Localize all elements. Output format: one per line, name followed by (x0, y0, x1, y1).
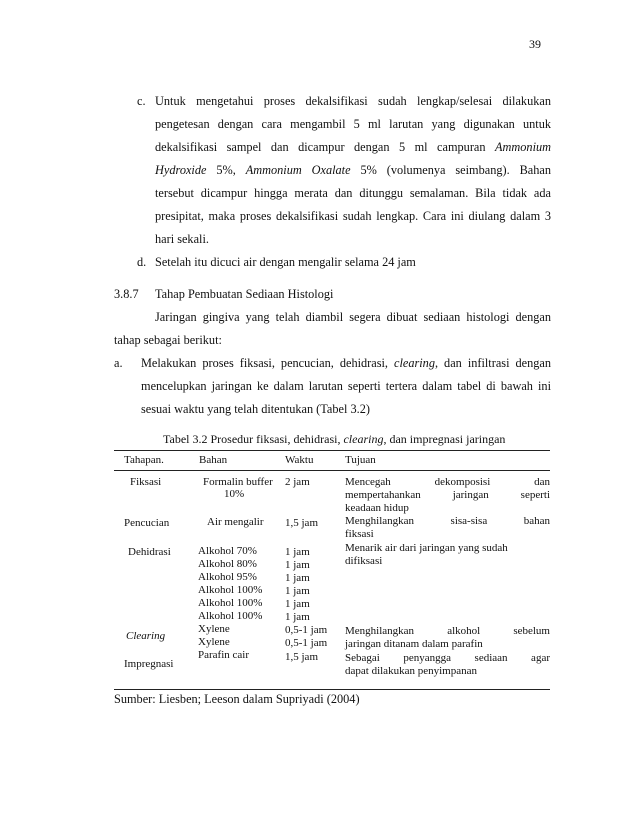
list-c-line-2: pengetesan dengan cara mengambil 5 ml larutan yang digunakan untuk (155, 117, 551, 131)
tujuan-fiksasi-line-2: mempertahankan jaringan seperti (345, 489, 550, 501)
tahapan-dehidrasi: Dehidrasi (128, 546, 171, 558)
item-a-line-2: mencelupkan jaringan ke dalam larutan seperti tertera dalam tabel di bawah ini (141, 379, 551, 393)
bahan-formalin-buffer: Formalin buffer (203, 476, 273, 488)
page-number: 39 (529, 37, 541, 51)
table-caption (163, 432, 505, 447)
tujuan-impregnasi-line-1: Sebagai penyangga sediaan agar (345, 652, 550, 664)
list-c-line-5: tersebut dicampur hingga merata dan ditunggu semalaman. Bila tidak ada (155, 186, 551, 200)
tujuan-clearing-line-1: Menghilangkan alkohol sebelum (345, 625, 550, 637)
bahan-alkohol-80: Alkohol 80% (198, 558, 257, 570)
tujuan-fiksasi-line-3: keadaan hidup (345, 502, 409, 514)
tujuan-pencucian-line-1: Menghilangkan sisa-sisa bahan (345, 515, 550, 527)
bahan-alkohol-100-b: Alkohol 100% (198, 597, 263, 609)
table-caption-post: , dan impregnasi jaringan (383, 432, 506, 446)
waktu-pencucian: 1,5 jam (285, 517, 318, 529)
tujuan-clearing-line-2: jaringan ditanam dalam parafin (345, 638, 483, 650)
waktu-xylene-b: 0,5-1 jam (285, 637, 328, 649)
table-source: Sumber: Liesben; Leeson dalam Supriyadi (2004) (114, 692, 360, 706)
tahapan-impregnasi: Impregnasi (124, 658, 174, 670)
list-c-line-3-italic: Ammonium (495, 140, 552, 154)
list-c-line-4-mid: 5%, (206, 163, 246, 177)
bahan-formalin-percent: 10% (224, 488, 245, 500)
tahapan-clearing: Clearing (126, 630, 166, 642)
section-para-line-2: tahap sebagai berikut: (114, 333, 222, 347)
waktu-alkohol-80: 1 jam (285, 559, 310, 571)
table-header-tahapan: Tahapan. (124, 454, 164, 466)
table-header-bahan: Bahan (199, 454, 228, 466)
bahan-xylene-a: Xylene (198, 623, 230, 635)
bahan-parafin-cair: Parafin cair (198, 649, 249, 661)
item-a-line-3: sesuai waktu yang telah ditentukan (Tabel 3.2) (141, 402, 370, 416)
list-c-line-4-rest: 5% (volumenya seimbang). Bahan (350, 163, 551, 177)
section-title: Tahap Pembuatan Sediaan Histologi (155, 287, 334, 301)
list-c-line-6: presipitat, maka proses dekalsifikasi sudah lengkap. Cara ini diulang dalam 3 (155, 209, 551, 223)
item-a-line-1-pre: Melakukan proses fiksasi, pencucian, dehidrasi, (141, 356, 394, 370)
section-number: 3.8.7 (114, 287, 139, 301)
list-d-text: Setelah itu dicuci air dengan mengalir selama 24 jam (155, 255, 416, 269)
waktu-fiksasi: 2 jam (285, 476, 310, 488)
table-bottom-rule (114, 689, 550, 690)
list-c-line-3 (155, 140, 551, 155)
list-c-line-4 (155, 163, 551, 178)
table-caption-italic: clearing (343, 432, 384, 446)
item-a-line-1 (141, 356, 551, 371)
list-c-line-1: Untuk mengetahui proses dekalsifikasi sudah lengkap/selesai dilakukan (155, 94, 551, 108)
tujuan-pencucian-line-2: fiksasi (345, 528, 374, 540)
table-caption-pre: Tabel 3.2 Prosedur fiksasi, dehidrasi, (163, 432, 344, 446)
item-a-line-1-post: , dan infiltrasi dengan (434, 356, 551, 370)
item-a-line-1-italic: clearing (394, 356, 435, 370)
tujuan-fiksasi-line-1: Mencegah dekomposisi dan (345, 476, 550, 488)
waktu-xylene-a: 0,5-1 jam (285, 624, 328, 636)
section-para-line-1: Jaringan gingiva yang telah diambil segera dibuat sediaan histologi dengan (155, 310, 551, 324)
bahan-xylene-b: Xylene (198, 636, 230, 648)
list-c-line-4-italic-a: Hydroxide (155, 163, 207, 177)
list-marker-d: d. (137, 255, 147, 269)
waktu-alkohol-100-a: 1 jam (285, 585, 310, 597)
tujuan-dehidrasi-line-2: difiksasi (345, 555, 383, 567)
bahan-alkohol-100-c: Alkohol 100% (198, 610, 263, 622)
tujuan-impregnasi-line-2: dapat dilakukan penyimpanan (345, 665, 477, 677)
bahan-air-mengalir: Air mengalir (207, 516, 264, 528)
waktu-alkohol-100-b: 1 jam (285, 598, 310, 610)
bahan-alkohol-100-a: Alkohol 100% (198, 584, 263, 596)
tahapan-pencucian: Pencucian (124, 517, 170, 529)
tahapan-fiksasi: Fiksasi (130, 476, 162, 488)
waktu-parafin: 1,5 jam (285, 651, 318, 663)
list-c-line-7: hari sekali. (155, 232, 209, 246)
table-header-rule (114, 470, 550, 471)
waktu-alkohol-100-c: 1 jam (285, 611, 310, 623)
waktu-alkohol-70: 1 jam (285, 546, 310, 558)
bahan-alkohol-95: Alkohol 95% (198, 571, 257, 583)
table-top-rule (114, 450, 550, 451)
tujuan-dehidrasi-line-1: Menarik air dari jaringan yang sudah (345, 542, 508, 554)
table-header-waktu: Waktu (285, 454, 314, 466)
bahan-alkohol-70: Alkohol 70% (198, 545, 257, 557)
list-c-line-4-italic-b: Ammonium Oxalate (245, 163, 351, 177)
list-c-line-3-text: dekalsifikasi sampel dan dicampur dengan 5 ml campuran (155, 140, 486, 154)
item-a-marker: a. (114, 356, 123, 370)
waktu-alkohol-95: 1 jam (285, 572, 310, 584)
list-marker-c: c. (137, 94, 146, 108)
table-header-tujuan: Tujuan (345, 454, 376, 466)
